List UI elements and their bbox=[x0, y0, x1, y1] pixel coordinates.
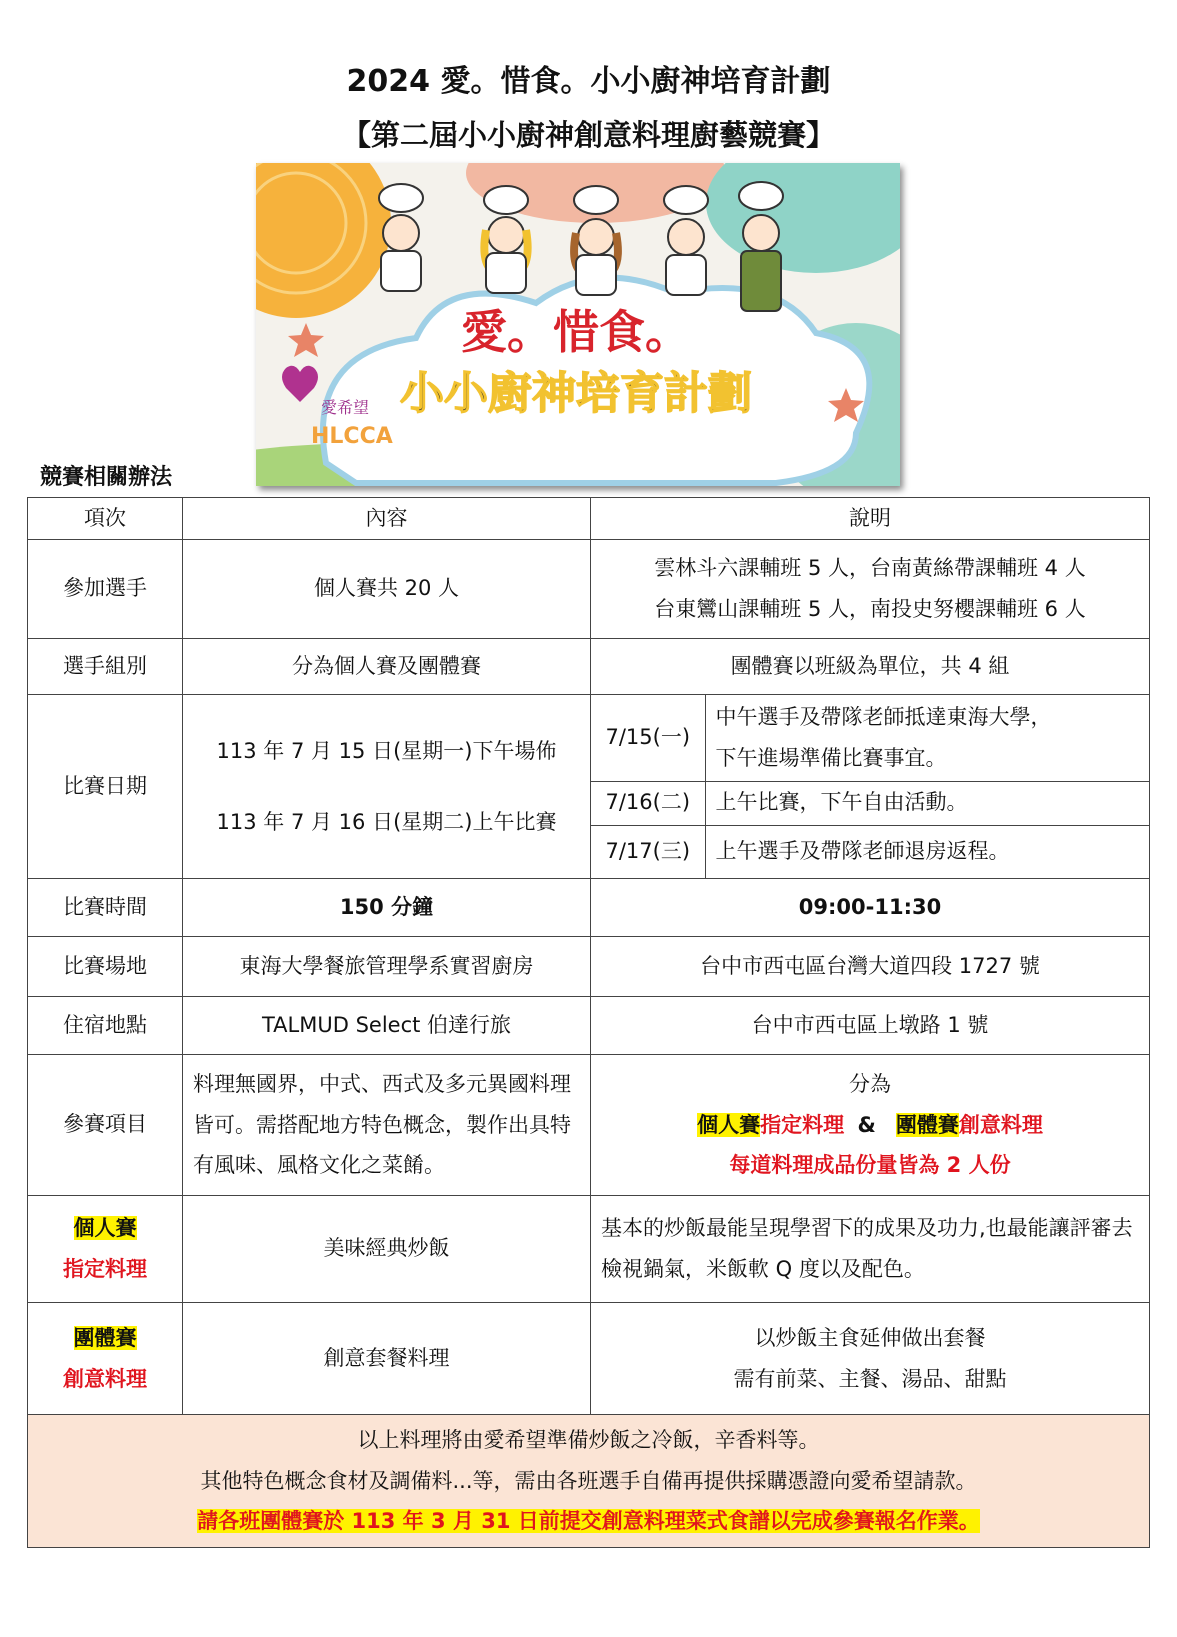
table-row-categories bbox=[28, 1055, 1150, 1196]
header-content: 內容 bbox=[183, 498, 591, 540]
content-cell: 美味經典炒飯 bbox=[183, 1196, 591, 1303]
content-cell: 創意套餐料理 bbox=[183, 1303, 591, 1415]
item-cell: 住宿地點 bbox=[28, 997, 183, 1055]
desc-cell: 團體賽以班級為單位，共 4 組 bbox=[591, 639, 1150, 695]
desc-cell: 基本的炒飯最能呈現學習下的成果及功力,也最能讓評審去檢視鍋氣，米飯軟 Q 度以及配色。 bbox=[591, 1196, 1150, 1303]
page-subtitle: 【第二屆小小廚神創意料理廚藝競賽】 bbox=[341, 118, 835, 152]
item-cell: 團體賽 創意料理 bbox=[28, 1303, 183, 1415]
item-cell: 比賽場地 bbox=[28, 937, 183, 997]
item-cell: 個人賽 指定料理 bbox=[28, 1196, 183, 1303]
desc-cell: 分為 個人賽指定料理 & 團體賽創意料理 每道料理成品份量皆為 2 人份 bbox=[591, 1055, 1150, 1196]
content-cell: TALMUD Select 伯達行旅 bbox=[183, 997, 591, 1055]
table-header-row bbox=[28, 498, 1150, 540]
header-desc: 說明 bbox=[591, 498, 1150, 540]
content-cell: 113 年 7 月 15 日(星期一)下午場佈 113 年 7 月 16 日(星期二)上午比賽 bbox=[183, 695, 591, 879]
item-cell: 選手組別 bbox=[28, 639, 183, 695]
desc-cell: 雲林斗六課輔班 5 人，台南黃絲帶課輔班 4 人 台東鸞山課輔班 5 人，南投史努櫻課輔班 6 人 bbox=[591, 540, 1150, 639]
header-item: 項次 bbox=[28, 498, 183, 540]
page-title: 2024 愛。惜食。小小廚神培育計劃 bbox=[346, 64, 831, 99]
schedule-cell bbox=[591, 695, 1150, 879]
schedule-table bbox=[591, 695, 1149, 878]
schedule-row: 7/16(二) 上午比賽，下午自由活動。 bbox=[591, 781, 1149, 825]
banner-line2: 小小廚神培育計劃 bbox=[400, 368, 752, 419]
content-cell: 東海大學餐旅管理學系實習廚房 bbox=[183, 937, 591, 997]
table-row-team bbox=[28, 1303, 1150, 1415]
content-cell: 個人賽共 20 人 bbox=[183, 540, 591, 639]
table-row-groups bbox=[28, 639, 1150, 695]
rules-table bbox=[27, 497, 1150, 1548]
content-cell: 分為個人賽及團體賽 bbox=[183, 639, 591, 695]
table-row-individual bbox=[28, 1196, 1150, 1303]
item-cell: 比賽時間 bbox=[28, 879, 183, 937]
banner-illustration bbox=[256, 163, 900, 486]
footer-cell: 以上料理將由愛希望準備炒飯之冷飯，辛香料等。 其他特色概念食材及調備料...等，需由各班選手自備再提供採購憑證向愛希望請款。 請各班團體賽於 113 年 3 月 31 日前提交創意料理菜式食譜以完成參賽報名作業。 bbox=[28, 1415, 1150, 1548]
content-cell: 150 分鐘 bbox=[183, 879, 591, 937]
table-row-dates bbox=[28, 695, 1150, 879]
desc-cell: 台中市西屯區上墩路 1 號 bbox=[591, 997, 1150, 1055]
content-cell: 料理無國界，中式、西式及多元異國料理皆可。需搭配地方特色概念，製作出具特有風味、風格文化之菜餚。 bbox=[183, 1055, 591, 1196]
desc-cell: 09:00-11:30 bbox=[591, 879, 1150, 937]
svg-text:HLCCA: HLCCA bbox=[311, 424, 393, 449]
schedule-row: 7/15(一) 中午選手及帶隊老師抵達東海大學， 下午進場準備比賽事宜。 bbox=[591, 695, 1149, 781]
table-footer-row bbox=[28, 1415, 1150, 1548]
banner-image bbox=[256, 163, 900, 486]
svg-text:愛希望: 愛希望 bbox=[321, 398, 370, 417]
item-cell: 參加選手 bbox=[28, 540, 183, 639]
section-label: 競賽相關辦法 bbox=[40, 465, 173, 490]
desc-cell: 台中市西屯區台灣大道四段 1727 號 bbox=[591, 937, 1150, 997]
table-row-participants bbox=[28, 540, 1150, 639]
table-row-duration bbox=[28, 879, 1150, 937]
item-cell: 參賽項目 bbox=[28, 1055, 183, 1196]
banner-line1: 愛。惜食。 bbox=[461, 305, 691, 359]
table-row-venue bbox=[28, 937, 1150, 997]
desc-cell: 以炒飯主食延伸做出套餐 需有前菜、主餐、湯品、甜點 bbox=[591, 1303, 1150, 1415]
item-cell: 比賽日期 bbox=[28, 695, 183, 879]
table-row-lodging bbox=[28, 997, 1150, 1055]
schedule-row: 7/17(三) 上午選手及帶隊老師退房返程。 bbox=[591, 825, 1149, 878]
